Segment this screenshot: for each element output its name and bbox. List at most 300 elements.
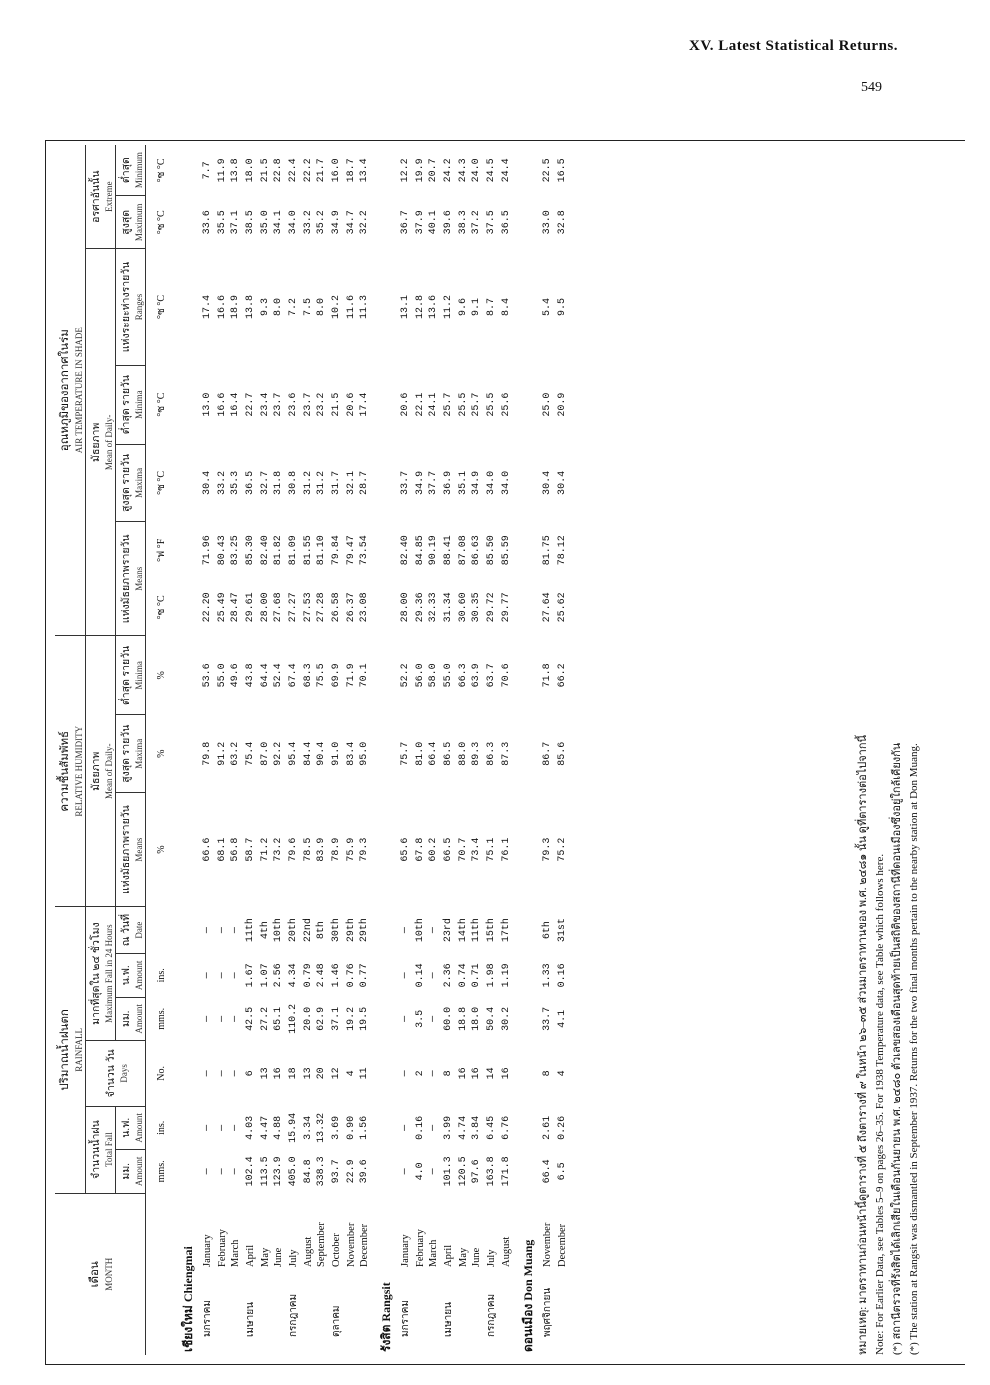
value-cell: 17.4 [359,392,370,417]
value-cell: 35.5 [217,210,228,235]
table-row [315,145,328,1355]
value-cell: — [400,972,411,979]
page-number: 549 [861,80,882,95]
table-row [358,145,371,1355]
value-cell: 75.5 [316,663,327,688]
statistics-table [55,145,569,1355]
value-cell: 85.6 [557,741,568,766]
month-cell: June [273,1247,284,1267]
value-cell: 73.54 [359,535,370,566]
value-cell: 13 [303,1067,314,1080]
value-cell: 0.79 [303,963,314,988]
value-cell: 17.4 [202,294,213,319]
value-cell: 113.5 [260,1156,271,1187]
value-cell: 73.4 [471,837,482,862]
value-cell: 86.5 [443,741,454,766]
value-cell: 13.1 [400,294,411,319]
value-cell: 21.7 [316,158,327,183]
value-cell: — [217,1124,228,1131]
value-cell: 76.1 [501,837,512,862]
table-row [216,145,229,1355]
value-cell: 33.6 [202,210,213,235]
value-cell: 63.9 [471,663,482,688]
value-cell: 29th [359,918,370,943]
value-cell: 20 [316,1067,327,1080]
value-cell: 79.84 [331,535,342,566]
value-cell: 36.5 [501,210,512,235]
value-cell: 16.4 [230,392,241,417]
value-cell: 79.3 [542,837,553,862]
value-cell: 23.2 [316,392,327,417]
value-cell: 73.2 [273,837,284,862]
table-row [500,145,513,1355]
value-cell: — [230,1124,241,1131]
value-cell: 86.3 [486,741,497,766]
value-cell: 20.6 [400,392,411,417]
value-cell: 9.3 [260,297,271,316]
value-cell: — [400,1070,411,1077]
value-cell: 87.08 [458,535,469,566]
value-cell: 22.2 [303,158,314,183]
value-cell: 16 [471,1067,482,1080]
value-cell: 1.07 [260,963,271,988]
value-cell: 84.85 [415,535,426,566]
running-header: XV. Latest Statistical Returns. [689,38,898,54]
month-cell: March [230,1239,241,1267]
value-cell: 4 [346,1070,357,1077]
value-cell: 18.0 [245,158,256,183]
value-cell: 25.7 [443,392,454,417]
value-cell: 22.20 [202,592,213,623]
value-cell: 39.6 [359,1159,370,1184]
value-cell: 27.64 [542,592,553,623]
value-cell: 36.5 [245,470,256,495]
value-cell: 63.2 [230,741,241,766]
value-cell: 0.16 [557,963,568,988]
value-cell: 88.0 [458,741,469,766]
value-cell: 13 [260,1067,271,1080]
value-cell: 110.2 [288,1003,299,1034]
value-cell: 25.6 [501,392,512,417]
month-cell: June [471,1247,482,1267]
value-cell: 79.8 [202,741,213,766]
value-cell: 4.1 [557,1009,568,1028]
unit-cell: % [156,845,167,854]
value-cell: 36.9 [443,470,454,495]
value-cell: — [217,1070,228,1077]
value-cell: 19.9 [415,158,426,183]
value-cell: 120.5 [458,1156,469,1187]
value-cell: 29.61 [245,592,256,623]
value-cell: 79.6 [288,837,299,862]
value-cell: 70.6 [501,663,512,688]
value-cell: 12.2 [400,158,411,183]
unit-cell: mms. [156,1160,167,1183]
value-cell: 7.5 [303,297,314,316]
value-cell: 86.7 [542,741,553,766]
month-cell: พฤศจิกายนNovember [542,1222,553,1337]
value-cell: 25.49 [217,592,228,623]
month-cell: เมษายนApril [245,1244,256,1337]
value-cell: 405.0 [288,1156,299,1187]
value-cell: 8.0 [316,297,327,316]
station-name: Rangsit [379,1282,393,1322]
value-cell: 1.19 [501,963,512,988]
value-cell: 23.4 [260,392,271,417]
value-cell: 81.10 [316,535,327,566]
value-cell: 75.1 [486,837,497,862]
value-cell: 0.16 [415,1115,426,1140]
value-cell: 37.1 [331,1006,342,1031]
temp-max-header: สูงสุด รายวัน Maxima [116,444,146,522]
value-cell: 58.0 [428,663,439,688]
value-cell: 86.63 [471,535,482,566]
value-cell: 50.4 [486,1006,497,1031]
value-cell: 4 [557,1070,568,1077]
value-cell: 8.0 [273,297,284,316]
value-cell: — [230,972,241,979]
value-cell: 26.58 [331,592,342,623]
value-cell: 55.0 [217,663,228,688]
hum-min-header: ต่ำสุด รายวัน Minima [116,636,146,715]
value-cell: — [202,972,213,979]
value-cell: 42.5 [245,1006,256,1031]
value-cell: 27.68 [273,592,284,623]
station-name-thai: เชียงใหม่ [181,1305,195,1352]
rotated-table-sheet [55,145,935,1355]
value-cell: 89.3 [471,741,482,766]
value-cell: 11th [471,918,482,943]
value-cell: 35.0 [260,210,271,235]
value-cell: 8.4 [501,297,512,316]
value-cell: 82.40 [260,535,271,566]
value-cell: 10th [273,918,284,943]
value-cell: 34.1 [273,210,284,235]
value-cell: 91.2 [217,741,228,766]
note-english: Note: For Earlier Data, see Tables 5–9 on pages 26–35. For 1938 Temperature data, see Table which follows here. [874,853,886,1355]
value-cell: 0.74 [458,963,469,988]
value-cell: 67.4 [288,663,299,688]
value-cell: 16.5 [557,158,568,183]
value-cell: — [230,1168,241,1175]
month-cell: มกราคมJanuary [400,1234,411,1337]
value-cell: 11th [245,918,256,943]
value-cell: — [217,927,228,934]
value-cell: — [217,1015,228,1022]
value-cell: 30.4 [557,470,568,495]
value-cell: 23.7 [303,392,314,417]
value-cell: — [400,1015,411,1022]
value-cell: 29th [346,918,357,943]
value-cell: 27.2 [260,1006,271,1031]
value-cell: 23rd [443,918,454,943]
value-cell: 102.4 [245,1156,256,1187]
value-cell: 87.0 [260,741,271,766]
station-name: Chiengmai [181,1246,195,1303]
value-cell: 0.71 [471,963,482,988]
table-row [328,145,345,1355]
value-cell: 8th [316,921,327,940]
value-cell: 38.3 [458,210,469,235]
value-cell: 64.4 [260,663,271,688]
value-cell: — [202,1070,213,1077]
unit-cell [146,907,174,954]
value-cell: 56.8 [230,837,241,862]
month-cell: March [428,1239,439,1267]
humidity-header: ความชื้นสัมพัทธ์ RELATIVE HUMIDITY [55,636,86,907]
value-cell: 70.7 [458,837,469,862]
value-cell: 16.0 [331,158,342,183]
value-cell: 20.9 [557,392,568,417]
value-cell: 37.2 [471,210,482,235]
note-thai: หมายเหตุ: มาตราทานก่อนหน้านี้ดูตารางที่ ๕ ถึงตารางที่ ๙ ในหน้า ๒๖–๓๕ ส่วนมาตราทานของ พ.ศ. ๒๔๘๑ นั้น ดูที่ตารางต่อไปจากนี้ [857,734,869,1355]
value-cell: 2 [415,1070,426,1077]
value-cell: 36.7 [400,210,411,235]
value-cell: 18.0 [471,1006,482,1031]
value-cell: 6.45 [486,1115,497,1140]
value-cell: 2.48 [316,963,327,988]
value-cell: 14th [458,918,469,943]
value-cell: 13.4 [359,158,370,183]
value-cell: 56.0 [415,663,426,688]
value-cell: 4.88 [273,1115,284,1140]
value-cell: 6 [245,1070,256,1077]
value-cell: 28.00 [400,592,411,623]
value-cell: — [428,1124,439,1131]
table-row [285,145,302,1355]
value-cell: 24.0 [471,158,482,183]
table-row [440,145,457,1355]
month-cell: เมษายนApril [443,1244,454,1337]
value-cell: 32.33 [428,592,439,623]
max-mm-header: มม. Amount [116,997,146,1041]
value-cell: 40.1 [428,210,439,235]
total-mm-header: มม. Amount [116,1150,146,1194]
value-cell: 171.8 [501,1156,512,1187]
value-cell: 12.8 [415,294,426,319]
value-cell: — [217,972,228,979]
table-row [229,145,242,1355]
value-cell: 22.7 [245,392,256,417]
value-cell: 25.0 [542,392,553,417]
value-cell: 12 [331,1067,342,1080]
table-row [539,145,556,1355]
station-heading [173,145,199,1355]
value-cell: 22.5 [542,158,553,183]
value-cell: 4.47 [260,1115,271,1140]
value-cell: 85.30 [245,535,256,566]
value-cell: 23.7 [273,392,284,417]
value-cell: 18.8 [458,1006,469,1031]
value-cell: 22.9 [346,1159,357,1184]
value-cell: 29.77 [501,592,512,623]
value-cell: 15th [486,918,497,943]
month-col-header: เดือน MONTH [55,1193,146,1355]
value-cell: 66.6 [202,837,213,862]
value-cell: 28.47 [230,592,241,623]
station-heading [371,145,397,1355]
value-cell: 22nd [303,918,314,943]
value-cell: 65.1 [273,1006,284,1031]
value-cell: 30th [331,918,342,943]
value-cell: 123.9 [273,1156,284,1187]
table-row [345,145,358,1355]
value-cell: 83.9 [316,837,327,862]
value-cell: — [202,1015,213,1022]
station-heading [513,145,539,1355]
value-cell: 35.2 [316,210,327,235]
value-cell: 6.5 [557,1162,568,1181]
value-cell: 17th [501,918,512,943]
value-cell: 8.7 [486,297,497,316]
value-cell: — [202,1168,213,1175]
table-body [146,145,570,1355]
value-cell: 30.2 [501,1006,512,1031]
value-cell: 0.14 [415,963,426,988]
total-fall-header: จำนวนน้ำฝน Total Fall [86,1106,116,1193]
value-cell: 81.0 [415,741,426,766]
value-cell: 18.7 [346,158,357,183]
value-cell: 2.56 [273,963,284,988]
month-cell: August [501,1236,512,1267]
value-cell: 33.0 [542,210,553,235]
value-cell: 13.0 [202,392,213,417]
value-cell: 0.26 [557,1115,568,1140]
value-cell: 31.7 [331,470,342,495]
value-cell: 78.9 [331,837,342,862]
value-cell: 15.94 [288,1112,299,1143]
value-cell: 25.5 [486,392,497,417]
value-cell: — [400,1168,411,1175]
value-cell: 32.1 [346,470,357,495]
value-cell: 75.2 [557,837,568,862]
value-cell: 85.59 [501,535,512,566]
value-cell: 22.8 [273,158,284,183]
value-cell: 82.40 [400,535,411,566]
ranges-header: แห่งระยะห่างรายวัน Ranges [116,249,146,365]
table-row [397,145,414,1355]
value-cell: — [400,1124,411,1131]
value-cell: — [230,1070,241,1077]
value-cell: 20.6 [346,392,357,417]
value-cell: 58.7 [245,837,256,862]
value-cell: 16 [501,1067,512,1080]
value-cell: — [217,1168,228,1175]
humidity-mean-header: มัธยภาพ Mean of Daily- [86,636,116,907]
unit-cell: ins. [156,1120,167,1135]
month-cell: February [415,1229,426,1267]
value-cell: 55.0 [443,663,454,688]
value-cell: 2.36 [443,963,454,988]
month-cell: September [316,1222,327,1267]
value-cell: 24.3 [458,158,469,183]
temp-mean-header: มัธยภาพ Mean of Daily- [86,249,116,636]
unit-cell: ins. [156,968,167,983]
value-cell: 0.77 [359,963,370,988]
value-cell: 75.9 [346,837,357,862]
value-cell: — [428,1168,439,1175]
value-cell: 31.34 [443,592,454,623]
month-cell: กรกฎาคมJuly [288,1249,299,1337]
unit-cell: °ซ °C [156,470,167,495]
value-cell: 13.32 [316,1112,327,1143]
value-cell: 31.2 [316,470,327,495]
value-cell: 52.2 [400,663,411,688]
table-row [259,145,272,1355]
value-cell: 28.00 [260,592,271,623]
value-cell: 20th [288,918,299,943]
value-cell: 90.19 [428,535,439,566]
station-name-thai: รังสิต [379,1324,393,1352]
value-cell: 78.5 [303,837,314,862]
unit-cell: °ซ °C [156,392,167,417]
value-cell: 21.5 [260,158,271,183]
value-cell: 34.9 [331,210,342,235]
value-cell: 19.5 [359,1006,370,1031]
value-cell: 20.0 [303,1006,314,1031]
unit-cell: % [156,749,167,758]
value-cell: 163.8 [486,1156,497,1187]
value-cell: — [428,1015,439,1022]
value-cell: 83.25 [230,535,241,566]
value-cell: 68.1 [217,837,228,862]
value-cell: 30.35 [471,592,482,623]
extreme-min-header: ต่ำสุด Minimum [116,145,146,196]
table-row [272,145,285,1355]
value-cell: 39.6 [443,210,454,235]
value-cell: 32.2 [359,210,370,235]
value-cell: 32.7 [260,470,271,495]
value-cell: 6th [542,921,553,940]
value-cell: 34.7 [346,210,357,235]
table-row [457,145,470,1355]
value-cell: 35.1 [458,470,469,495]
air-temp-header: อุณหภูมิของอากาศในร่ม AIR TEMPERATURE IN SHADE [55,145,86,636]
value-cell: 8 [443,1070,454,1077]
value-cell: 37.1 [230,210,241,235]
value-cell: 75.7 [400,741,411,766]
value-cell: 3.84 [471,1115,482,1140]
value-cell: — [230,927,241,934]
table-row [242,145,259,1355]
station-name-thai: ดอนเมือง [521,1303,535,1352]
value-cell: 16.6 [217,294,228,319]
value-cell: 71.2 [260,837,271,862]
value-cell: 30.60 [458,592,469,623]
value-cell: 7.7 [202,161,213,180]
value-cell: 7.2 [288,297,299,316]
unit-cell: °ซ °C [156,158,167,183]
value-cell: — [202,1124,213,1131]
date-header: ณ วันที่ Date [116,907,146,954]
value-cell: 34.9 [415,470,426,495]
value-cell: 30.4 [542,470,553,495]
value-cell: 28.7 [359,470,370,495]
value-cell: 66.2 [557,663,568,688]
value-cell: 95.0 [359,741,370,766]
value-cell: 75.4 [245,741,256,766]
value-cell: 10th [415,918,426,943]
max-in-header: น.ฟ. Amount [116,954,146,998]
value-cell: — [428,927,439,934]
footnote-thai: (*) สถานีตรวจที่รังสิตได้เลิกเสียในเดือนกันยายน พ.ศ. ๒๔๘๐ ตัวเลขสองเดือนสุดท้ายเป็นสถิติของสถานีที่ดอนเมืองซึ่งอยู่ใกล้เคียงกัน [891,742,903,1355]
value-cell: 101.3 [443,1156,454,1187]
month-cell: กรกฎาคมJuly [486,1249,497,1337]
value-cell: 26.37 [346,592,357,623]
value-cell: 22.1 [415,392,426,417]
table-row [556,145,569,1355]
month-cell: May [260,1247,271,1267]
